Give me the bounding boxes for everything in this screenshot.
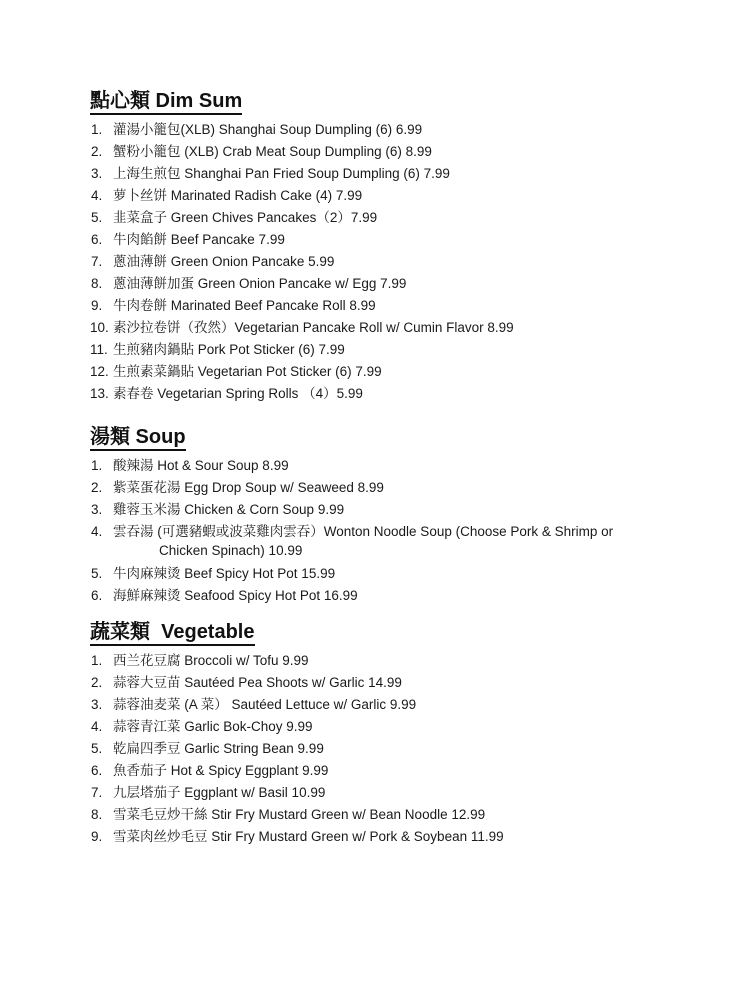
item-number: 7. (91, 254, 103, 269)
menu-item (90, 455, 710, 477)
menu-item (90, 141, 710, 163)
menu-item (90, 295, 710, 317)
item-number: 3. (91, 166, 103, 181)
item-text: 雞蓉玉米湯 Chicken & Corn Soup 9.99 (113, 502, 345, 517)
item-text: 酸辣湯 Hot & Sour Soup 8.99 (113, 458, 289, 473)
menu-item (90, 650, 710, 672)
menu-item (90, 383, 710, 405)
item-number: 6. (91, 588, 103, 603)
section-vegetable (90, 620, 710, 848)
menu-item (90, 694, 710, 716)
menu-item (90, 499, 710, 521)
item-number: 2. (91, 480, 103, 495)
item-text: 海鮮麻辣烫 Seafood Spicy Hot Pot 16.99 (113, 588, 358, 603)
menu-item (90, 477, 710, 499)
menu-item (90, 119, 710, 141)
item-number: 12. (90, 364, 109, 379)
menu-item (90, 317, 710, 339)
item-text: 雲吞湯 (可選豬蝦或波菜雞肉雲吞）Wonton Noodle Soup (Choose Pork & Shrimp or (113, 524, 614, 539)
item-text: 蟹粉小籠包 (XLB) Crab Meat Soup Dumpling (6) 8.99 (113, 144, 432, 159)
menu-item (90, 716, 710, 738)
menu-item (90, 207, 710, 229)
item-number: 4. (91, 719, 103, 734)
item-text: 蒜蓉油麦菜 (A 菜） Sautéed Lettuce w/ Garlic 9.99 (113, 697, 417, 712)
menu-item (90, 521, 710, 559)
menu-item (90, 339, 710, 361)
item-number: 9. (91, 298, 103, 313)
item-number: 5. (91, 741, 103, 756)
item-number: 9. (91, 829, 103, 844)
menu-item (90, 229, 710, 251)
menu-item (90, 563, 710, 585)
item-number: 10. (90, 320, 109, 335)
menu-item (90, 826, 710, 848)
section-title: 點心類 Dim Sum (90, 89, 242, 115)
menu-item (90, 585, 710, 607)
item-text: 素沙拉卷饼（孜然）Vegetarian Pancake Roll w/ Cumin Flavor 8.99 (113, 320, 514, 335)
item-number: 1. (91, 653, 103, 668)
menu-list (90, 119, 710, 405)
item-number: 3. (91, 502, 103, 517)
item-text: 牛肉卷餅 Marinated Beef Pancake Roll 8.99 (113, 298, 376, 313)
menu-list (90, 455, 710, 607)
item-text: 乾扁四季豆 Garlic String Bean 9.99 (113, 741, 324, 756)
item-number: 8. (91, 276, 103, 291)
menu-item (90, 782, 710, 804)
item-number: 11. (90, 342, 108, 357)
item-text: 蔥油薄餅加蛋 Green Onion Pancake w/ Egg 7.99 (113, 276, 407, 291)
item-number: 5. (91, 566, 103, 581)
item-number: 1. (91, 122, 103, 137)
item-text: 素春卷 Vegetarian Spring Rolls （4）5.99 (113, 386, 363, 401)
item-number: 5. (91, 210, 103, 225)
item-text: 魚香茄子 Hot & Spicy Eggplant 9.99 (113, 763, 329, 778)
menu-item (90, 185, 710, 207)
item-number: 3. (91, 697, 103, 712)
item-number: 8. (91, 807, 103, 822)
item-number: 2. (91, 144, 103, 159)
item-text: 蔥油薄餅 Green Onion Pancake 5.99 (113, 254, 335, 269)
item-text-continued: Chicken Spinach) 10.99 (159, 543, 303, 558)
menu-item (90, 163, 710, 185)
item-number: 4. (91, 188, 103, 203)
item-number: 6. (91, 763, 103, 778)
section-title: 蔬菜類 Vegetable (90, 620, 255, 646)
item-number: 7. (91, 785, 103, 800)
item-number: 1. (91, 458, 103, 473)
item-text: 牛肉餡餅 Beef Pancake 7.99 (113, 232, 285, 247)
item-number: 2. (91, 675, 103, 690)
menu-item (90, 804, 710, 826)
item-text: 雪菜毛豆炒干絲 Stir Fry Mustard Green w/ Bean Noodle 12.99 (113, 807, 486, 822)
item-number: 6. (91, 232, 103, 247)
item-text: 蒜蓉大豆苗 Sautéed Pea Shoots w/ Garlic 14.99 (113, 675, 402, 690)
section-dim-sum (90, 89, 710, 405)
menu-item (90, 760, 710, 782)
item-text: 九层塔茄子 Eggplant w/ Basil 10.99 (113, 785, 326, 800)
menu-item (90, 251, 710, 273)
menu-item (90, 361, 710, 383)
item-text: 生煎豬肉鍋貼 Pork Pot Sticker (6) 7.99 (113, 342, 345, 357)
item-text: 生煎素菜鍋貼 Vegetarian Pot Sticker (6) 7.99 (113, 364, 382, 379)
menu-item (90, 738, 710, 760)
item-text: 紫菜蛋花湯 Egg Drop Soup w/ Seaweed 8.99 (113, 480, 384, 495)
item-text: 牛肉麻辣烫 Beef Spicy Hot Pot 15.99 (113, 566, 336, 581)
item-text: 雪菜肉丝炒毛豆 Stir Fry Mustard Green w/ Pork & Soybean 11.99 (113, 829, 504, 844)
item-text: 蒜蓉青江菜 Garlic Bok-Choy 9.99 (113, 719, 313, 734)
item-text: 上海生煎包 Shanghai Pan Fried Soup Dumpling (6) 7.99 (113, 166, 450, 181)
menu-list (90, 650, 710, 848)
item-text: 韭菜盒子 Green Chives Pancakes（2）7.99 (113, 210, 378, 225)
menu-item (90, 672, 710, 694)
item-text: 西兰花豆腐 Broccoli w/ Tofu 9.99 (113, 653, 309, 668)
item-number: 13. (90, 386, 109, 401)
section-title: 湯類 Soup (90, 425, 186, 451)
item-text: 灌湯小籠包(XLB) Shanghai Soup Dumpling (6) 6.99 (113, 122, 423, 137)
item-text: 萝卜丝饼 Marinated Radish Cake (4) 7.99 (113, 188, 363, 203)
item-number: 4. (91, 524, 103, 539)
section-soup (90, 425, 710, 607)
menu-item (90, 273, 710, 295)
